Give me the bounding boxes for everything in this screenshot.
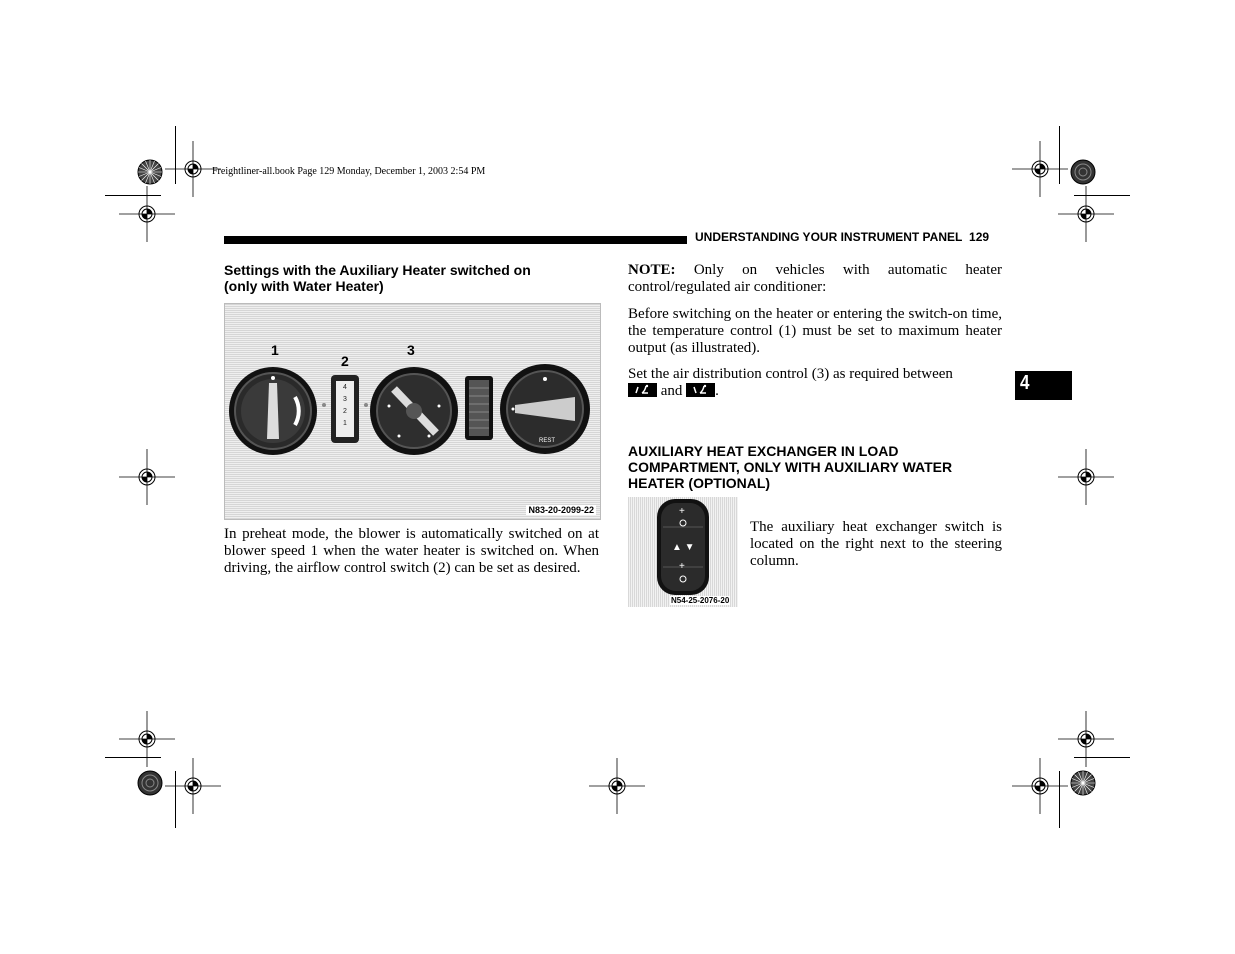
heater-controls-illustration — [225, 304, 600, 519]
svg-text:2: 2 — [343, 408, 347, 415]
section-tab — [1015, 371, 1072, 400]
header-rule — [224, 236, 687, 244]
air-distribution-floor-defrost-icon — [628, 383, 657, 397]
air-distribution-knob — [370, 367, 458, 455]
left-heading — [224, 262, 599, 294]
figure-code: N83-20-2099-22 — [528, 505, 594, 515]
left-heading-line1: Settings with the Auxiliary Heater switched on — [224, 262, 531, 278]
header-title: UNDERSTANDING YOUR INSTRUMENT PANEL — [695, 230, 963, 244]
dial-rest-label: REST — [539, 438, 556, 444]
left-body-text: In preheat mode, the blower is automatically switched on at blower speed 1 when the water heater is switched on. When driving, the airflow control switch (2) can be set as desired. — [224, 526, 599, 576]
fan-plus-bottom-label: + — [679, 561, 685, 572]
airflow-switch — [331, 375, 359, 443]
figure-label-2: 2 — [341, 353, 349, 369]
para3-start: Set the air distribution control (3) as required between — [628, 366, 953, 382]
switch-on-paragraph: Before switching on the heater or entering the switch-on time, the temperature control (1) must be set to maximum heater output (as illustrated). — [628, 306, 1002, 356]
page-number: 129 — [969, 230, 990, 244]
heat-exchanger-switch-figure — [628, 497, 738, 607]
running-header — [695, 230, 989, 244]
air-distribution-floor-panel-icon — [686, 383, 715, 397]
note-paragraph — [628, 262, 1002, 296]
left-heading-line2: (only with Water Heater) — [224, 278, 384, 294]
para3-and: and — [657, 383, 687, 399]
heat-exchanger-paragraph: The auxiliary heat exchanger switch is located on the right next to the steering column. — [750, 519, 1002, 569]
section-tab-number: 4 — [1020, 372, 1030, 394]
figure-label-1: 1 — [271, 342, 279, 358]
fan-plus-top-label: + — [679, 506, 685, 517]
figure-label-3: 3 — [407, 342, 415, 358]
arrows-label: ▲ ▼ — [672, 542, 695, 553]
para3-end: . — [715, 383, 719, 399]
svg-text:3: 3 — [343, 396, 347, 403]
air-distribution-paragraph — [628, 366, 1002, 400]
book-info-line: Freightliner-all.book Page 129 Monday, December 1, 2003 2:54 PM — [212, 166, 486, 177]
heater-controls-figure — [224, 303, 601, 520]
note-text: Only on vehicles with automatic heater control/regulated air conditioner: — [628, 262, 1002, 295]
svg-text:1: 1 — [343, 420, 347, 427]
figure-code-2: N54-25-2076-20 — [671, 596, 730, 605]
temperature-knob — [229, 367, 317, 455]
note-label: NOTE: — [628, 262, 676, 278]
right-heading: AUXILIARY HEAT EXCHANGER IN LOAD COMPARTMENT, ONLY WITH AUXILIARY WATER HEATER (OPTIONAL) — [628, 443, 953, 491]
svg-text:4: 4 — [343, 384, 347, 391]
rocker-switch — [465, 376, 493, 440]
